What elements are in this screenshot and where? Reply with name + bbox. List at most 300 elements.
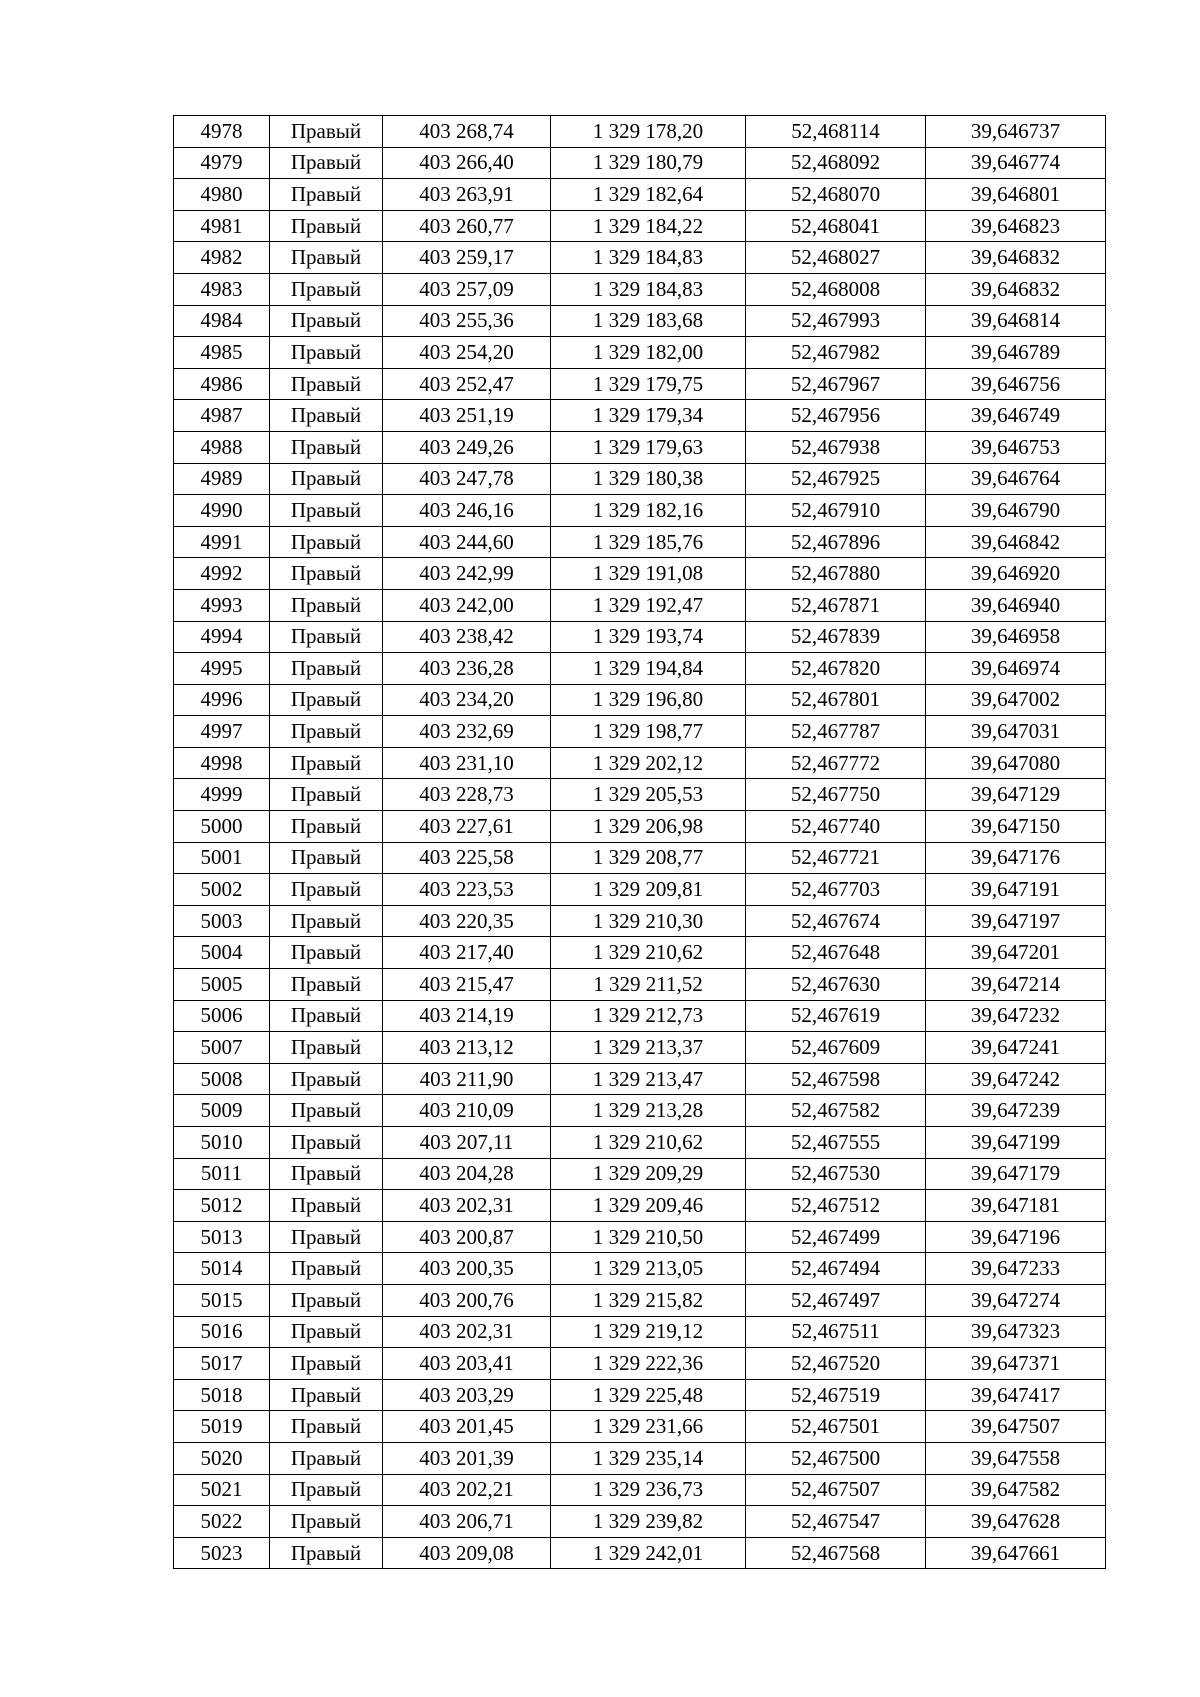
latitude-cell: 52,467982 xyxy=(746,337,926,369)
point-number-cell: 4981 xyxy=(174,210,270,242)
table-row xyxy=(174,1474,1106,1506)
side-cell: Правый xyxy=(270,242,383,274)
point-number-cell: 5019 xyxy=(174,1411,270,1443)
latitude-cell: 52,467519 xyxy=(746,1379,926,1411)
side-cell: Правый xyxy=(270,1316,383,1348)
table-row xyxy=(174,1095,1106,1127)
side-cell: Правый xyxy=(270,1063,383,1095)
coord-y-cell: 1 329 180,38 xyxy=(551,463,746,495)
table-row xyxy=(174,1442,1106,1474)
table-row xyxy=(174,495,1106,527)
side-cell: Правый xyxy=(270,368,383,400)
side-cell: Правый xyxy=(270,589,383,621)
coord-x-cell: 403 228,73 xyxy=(383,779,551,811)
coord-y-cell: 1 329 193,74 xyxy=(551,621,746,653)
table-row xyxy=(174,589,1106,621)
longitude-cell: 39,647242 xyxy=(926,1063,1106,1095)
longitude-cell: 39,647661 xyxy=(926,1537,1106,1569)
coord-x-cell: 403 247,78 xyxy=(383,463,551,495)
longitude-cell: 39,647201 xyxy=(926,937,1106,969)
longitude-cell: 39,647129 xyxy=(926,779,1106,811)
latitude-cell: 52,467499 xyxy=(746,1221,926,1253)
side-cell: Правый xyxy=(270,653,383,685)
latitude-cell: 52,467547 xyxy=(746,1506,926,1538)
table-row xyxy=(174,747,1106,779)
coord-x-cell: 403 242,99 xyxy=(383,558,551,590)
side-cell: Правый xyxy=(270,179,383,211)
point-number-cell: 4980 xyxy=(174,179,270,211)
table-row xyxy=(174,210,1106,242)
table-row xyxy=(174,273,1106,305)
table-row xyxy=(174,1190,1106,1222)
table-row xyxy=(174,1221,1106,1253)
coord-x-cell: 403 201,39 xyxy=(383,1442,551,1474)
point-number-cell: 5011 xyxy=(174,1158,270,1190)
coord-x-cell: 403 225,58 xyxy=(383,842,551,874)
point-number-cell: 5021 xyxy=(174,1474,270,1506)
coord-y-cell: 1 329 194,84 xyxy=(551,653,746,685)
longitude-cell: 39,647214 xyxy=(926,969,1106,1001)
side-cell: Правый xyxy=(270,905,383,937)
latitude-cell: 52,468114 xyxy=(746,116,926,148)
side-cell: Правый xyxy=(270,779,383,811)
table-row xyxy=(174,1063,1106,1095)
coord-y-cell: 1 329 209,29 xyxy=(551,1158,746,1190)
longitude-cell: 39,646756 xyxy=(926,368,1106,400)
latitude-cell: 52,467740 xyxy=(746,811,926,843)
longitude-cell: 39,647232 xyxy=(926,1000,1106,1032)
side-cell: Правый xyxy=(270,937,383,969)
longitude-cell: 39,646958 xyxy=(926,621,1106,653)
longitude-cell: 39,646940 xyxy=(926,589,1106,621)
point-number-cell: 5022 xyxy=(174,1506,270,1538)
coord-y-cell: 1 329 192,47 xyxy=(551,589,746,621)
side-cell: Правый xyxy=(270,147,383,179)
latitude-cell: 52,467582 xyxy=(746,1095,926,1127)
latitude-cell: 52,467820 xyxy=(746,653,926,685)
longitude-cell: 39,647197 xyxy=(926,905,1106,937)
longitude-cell: 39,646920 xyxy=(926,558,1106,590)
longitude-cell: 39,647558 xyxy=(926,1442,1106,1474)
side-cell: Правый xyxy=(270,1127,383,1159)
longitude-cell: 39,647031 xyxy=(926,716,1106,748)
coord-y-cell: 1 329 235,14 xyxy=(551,1442,746,1474)
longitude-cell: 39,646790 xyxy=(926,495,1106,527)
coord-y-cell: 1 329 210,50 xyxy=(551,1221,746,1253)
point-number-cell: 5005 xyxy=(174,969,270,1001)
coord-x-cell: 403 215,47 xyxy=(383,969,551,1001)
longitude-cell: 39,646823 xyxy=(926,210,1106,242)
coord-y-cell: 1 329 184,83 xyxy=(551,273,746,305)
point-number-cell: 4984 xyxy=(174,305,270,337)
table-row xyxy=(174,242,1106,274)
table-row xyxy=(174,116,1106,148)
latitude-cell: 52,467750 xyxy=(746,779,926,811)
longitude-cell: 39,647002 xyxy=(926,684,1106,716)
longitude-cell: 39,646764 xyxy=(926,463,1106,495)
coord-x-cell: 403 252,47 xyxy=(383,368,551,400)
side-cell: Правый xyxy=(270,1095,383,1127)
coord-y-cell: 1 329 180,79 xyxy=(551,147,746,179)
coordinates-table xyxy=(173,115,1106,1569)
coord-x-cell: 403 268,74 xyxy=(383,116,551,148)
table-row xyxy=(174,1127,1106,1159)
latitude-cell: 52,467619 xyxy=(746,1000,926,1032)
side-cell: Правый xyxy=(270,1032,383,1064)
coord-y-cell: 1 329 210,62 xyxy=(551,1127,746,1159)
side-cell: Правый xyxy=(270,305,383,337)
table-row xyxy=(174,1158,1106,1190)
table-row xyxy=(174,779,1106,811)
table-row xyxy=(174,653,1106,685)
longitude-cell: 39,646832 xyxy=(926,273,1106,305)
coord-x-cell: 403 238,42 xyxy=(383,621,551,653)
side-cell: Правый xyxy=(270,969,383,1001)
table-row xyxy=(174,400,1106,432)
coord-x-cell: 403 246,16 xyxy=(383,495,551,527)
coord-y-cell: 1 329 242,01 xyxy=(551,1537,746,1569)
longitude-cell: 39,646974 xyxy=(926,653,1106,685)
coord-x-cell: 403 213,12 xyxy=(383,1032,551,1064)
side-cell: Правый xyxy=(270,1221,383,1253)
latitude-cell: 52,467598 xyxy=(746,1063,926,1095)
coord-y-cell: 1 329 182,64 xyxy=(551,179,746,211)
point-number-cell: 4982 xyxy=(174,242,270,274)
coord-x-cell: 403 211,90 xyxy=(383,1063,551,1095)
point-number-cell: 5012 xyxy=(174,1190,270,1222)
point-number-cell: 5018 xyxy=(174,1379,270,1411)
coord-y-cell: 1 329 211,52 xyxy=(551,969,746,1001)
side-cell: Правый xyxy=(270,684,383,716)
side-cell: Правый xyxy=(270,1506,383,1538)
latitude-cell: 52,467703 xyxy=(746,874,926,906)
table-row xyxy=(174,431,1106,463)
coord-x-cell: 403 255,36 xyxy=(383,305,551,337)
coord-y-cell: 1 329 213,05 xyxy=(551,1253,746,1285)
latitude-cell: 52,467839 xyxy=(746,621,926,653)
table-row xyxy=(174,1253,1106,1285)
longitude-cell: 39,647191 xyxy=(926,874,1106,906)
latitude-cell: 52,467880 xyxy=(746,558,926,590)
coord-y-cell: 1 329 184,22 xyxy=(551,210,746,242)
coord-y-cell: 1 329 213,37 xyxy=(551,1032,746,1064)
coord-y-cell: 1 329 191,08 xyxy=(551,558,746,590)
latitude-cell: 52,467871 xyxy=(746,589,926,621)
latitude-cell: 52,467956 xyxy=(746,400,926,432)
latitude-cell: 52,467801 xyxy=(746,684,926,716)
side-cell: Правый xyxy=(270,1348,383,1380)
latitude-cell: 52,467630 xyxy=(746,969,926,1001)
latitude-cell: 52,467501 xyxy=(746,1411,926,1443)
coord-y-cell: 1 329 236,73 xyxy=(551,1474,746,1506)
table-row xyxy=(174,337,1106,369)
point-number-cell: 4978 xyxy=(174,116,270,148)
side-cell: Правый xyxy=(270,431,383,463)
coord-x-cell: 403 244,60 xyxy=(383,526,551,558)
table-row xyxy=(174,305,1106,337)
coord-y-cell: 1 329 210,62 xyxy=(551,937,746,969)
coord-x-cell: 403 227,61 xyxy=(383,811,551,843)
coord-y-cell: 1 329 210,30 xyxy=(551,905,746,937)
coord-y-cell: 1 329 182,00 xyxy=(551,337,746,369)
table-row xyxy=(174,526,1106,558)
longitude-cell: 39,646789 xyxy=(926,337,1106,369)
side-cell: Правый xyxy=(270,337,383,369)
longitude-cell: 39,647582 xyxy=(926,1474,1106,1506)
side-cell: Правый xyxy=(270,526,383,558)
coord-x-cell: 403 254,20 xyxy=(383,337,551,369)
point-number-cell: 5007 xyxy=(174,1032,270,1064)
latitude-cell: 52,467511 xyxy=(746,1316,926,1348)
coord-x-cell: 403 220,35 xyxy=(383,905,551,937)
coord-x-cell: 403 201,45 xyxy=(383,1411,551,1443)
latitude-cell: 52,467967 xyxy=(746,368,926,400)
side-cell: Правый xyxy=(270,463,383,495)
point-number-cell: 5000 xyxy=(174,811,270,843)
table-row xyxy=(174,969,1106,1001)
table-row xyxy=(174,1411,1106,1443)
point-number-cell: 4986 xyxy=(174,368,270,400)
latitude-cell: 52,467609 xyxy=(746,1032,926,1064)
table-row xyxy=(174,147,1106,179)
longitude-cell: 39,646842 xyxy=(926,526,1106,558)
point-number-cell: 5017 xyxy=(174,1348,270,1380)
side-cell: Правый xyxy=(270,273,383,305)
longitude-cell: 39,647417 xyxy=(926,1379,1106,1411)
table-row xyxy=(174,621,1106,653)
point-number-cell: 5006 xyxy=(174,1000,270,1032)
latitude-cell: 52,467938 xyxy=(746,431,926,463)
coord-y-cell: 1 329 208,77 xyxy=(551,842,746,874)
coord-y-cell: 1 329 219,12 xyxy=(551,1316,746,1348)
table-row xyxy=(174,905,1106,937)
longitude-cell: 39,647080 xyxy=(926,747,1106,779)
point-number-cell: 4999 xyxy=(174,779,270,811)
point-number-cell: 4998 xyxy=(174,747,270,779)
coord-y-cell: 1 329 179,63 xyxy=(551,431,746,463)
point-number-cell: 5013 xyxy=(174,1221,270,1253)
table-row xyxy=(174,368,1106,400)
longitude-cell: 39,646832 xyxy=(926,242,1106,274)
point-number-cell: 5003 xyxy=(174,905,270,937)
coord-y-cell: 1 329 179,75 xyxy=(551,368,746,400)
coord-x-cell: 403 202,31 xyxy=(383,1190,551,1222)
longitude-cell: 39,646801 xyxy=(926,179,1106,211)
latitude-cell: 52,468041 xyxy=(746,210,926,242)
longitude-cell: 39,647239 xyxy=(926,1095,1106,1127)
coord-x-cell: 403 260,77 xyxy=(383,210,551,242)
coord-x-cell: 403 200,87 xyxy=(383,1221,551,1253)
coord-y-cell: 1 329 202,12 xyxy=(551,747,746,779)
latitude-cell: 52,467507 xyxy=(746,1474,926,1506)
point-number-cell: 4997 xyxy=(174,716,270,748)
coord-x-cell: 403 266,40 xyxy=(383,147,551,179)
coord-x-cell: 403 263,91 xyxy=(383,179,551,211)
side-cell: Правый xyxy=(270,1474,383,1506)
latitude-cell: 52,468092 xyxy=(746,147,926,179)
point-number-cell: 5014 xyxy=(174,1253,270,1285)
coord-y-cell: 1 329 184,83 xyxy=(551,242,746,274)
point-number-cell: 4994 xyxy=(174,621,270,653)
point-number-cell: 4990 xyxy=(174,495,270,527)
point-number-cell: 5023 xyxy=(174,1537,270,1569)
table-row xyxy=(174,842,1106,874)
point-number-cell: 4985 xyxy=(174,337,270,369)
longitude-cell: 39,647507 xyxy=(926,1411,1106,1443)
side-cell: Правый xyxy=(270,116,383,148)
side-cell: Правый xyxy=(270,495,383,527)
coord-x-cell: 403 214,19 xyxy=(383,1000,551,1032)
side-cell: Правый xyxy=(270,1158,383,1190)
coord-x-cell: 403 206,71 xyxy=(383,1506,551,1538)
coord-x-cell: 403 234,20 xyxy=(383,684,551,716)
table-row xyxy=(174,1348,1106,1380)
table-row xyxy=(174,874,1106,906)
latitude-cell: 52,467512 xyxy=(746,1190,926,1222)
longitude-cell: 39,647241 xyxy=(926,1032,1106,1064)
side-cell: Правый xyxy=(270,716,383,748)
latitude-cell: 52,467497 xyxy=(746,1284,926,1316)
longitude-cell: 39,647179 xyxy=(926,1158,1106,1190)
table-row xyxy=(174,463,1106,495)
longitude-cell: 39,646774 xyxy=(926,147,1106,179)
latitude-cell: 52,467520 xyxy=(746,1348,926,1380)
side-cell: Правый xyxy=(270,1190,383,1222)
longitude-cell: 39,647199 xyxy=(926,1127,1106,1159)
coord-y-cell: 1 329 239,82 xyxy=(551,1506,746,1538)
coord-x-cell: 403 217,40 xyxy=(383,937,551,969)
coord-x-cell: 403 200,35 xyxy=(383,1253,551,1285)
latitude-cell: 52,468070 xyxy=(746,179,926,211)
coord-y-cell: 1 329 196,80 xyxy=(551,684,746,716)
point-number-cell: 4995 xyxy=(174,653,270,685)
point-number-cell: 5009 xyxy=(174,1095,270,1127)
latitude-cell: 52,467494 xyxy=(746,1253,926,1285)
coord-x-cell: 403 203,29 xyxy=(383,1379,551,1411)
longitude-cell: 39,647371 xyxy=(926,1348,1106,1380)
table-row xyxy=(174,1537,1106,1569)
latitude-cell: 52,467772 xyxy=(746,747,926,779)
coord-y-cell: 1 329 213,28 xyxy=(551,1095,746,1127)
latitude-cell: 52,467500 xyxy=(746,1442,926,1474)
coord-y-cell: 1 329 215,82 xyxy=(551,1284,746,1316)
coord-y-cell: 1 329 212,73 xyxy=(551,1000,746,1032)
point-number-cell: 4979 xyxy=(174,147,270,179)
coord-x-cell: 403 257,09 xyxy=(383,273,551,305)
coord-x-cell: 403 231,10 xyxy=(383,747,551,779)
table-row xyxy=(174,1506,1106,1538)
coord-x-cell: 403 200,76 xyxy=(383,1284,551,1316)
coord-x-cell: 403 251,19 xyxy=(383,400,551,432)
point-number-cell: 4983 xyxy=(174,273,270,305)
coord-y-cell: 1 329 185,76 xyxy=(551,526,746,558)
table-row xyxy=(174,1379,1106,1411)
side-cell: Правый xyxy=(270,1442,383,1474)
coord-y-cell: 1 329 205,53 xyxy=(551,779,746,811)
coord-x-cell: 403 210,09 xyxy=(383,1095,551,1127)
coord-y-cell: 1 329 209,46 xyxy=(551,1190,746,1222)
latitude-cell: 52,467787 xyxy=(746,716,926,748)
point-number-cell: 4988 xyxy=(174,431,270,463)
coord-y-cell: 1 329 225,48 xyxy=(551,1379,746,1411)
side-cell: Правый xyxy=(270,621,383,653)
side-cell: Правый xyxy=(270,1284,383,1316)
point-number-cell: 5001 xyxy=(174,842,270,874)
coord-y-cell: 1 329 178,20 xyxy=(551,116,746,148)
side-cell: Правый xyxy=(270,1000,383,1032)
coord-y-cell: 1 329 179,34 xyxy=(551,400,746,432)
point-number-cell: 5020 xyxy=(174,1442,270,1474)
point-number-cell: 4987 xyxy=(174,400,270,432)
table-row xyxy=(174,937,1106,969)
point-number-cell: 4992 xyxy=(174,558,270,590)
coord-x-cell: 403 232,69 xyxy=(383,716,551,748)
latitude-cell: 52,467568 xyxy=(746,1537,926,1569)
latitude-cell: 52,467555 xyxy=(746,1127,926,1159)
longitude-cell: 39,646749 xyxy=(926,400,1106,432)
coord-x-cell: 403 236,28 xyxy=(383,653,551,685)
latitude-cell: 52,467896 xyxy=(746,526,926,558)
table-row xyxy=(174,1284,1106,1316)
point-number-cell: 4989 xyxy=(174,463,270,495)
coord-x-cell: 403 242,00 xyxy=(383,589,551,621)
coord-y-cell: 1 329 183,68 xyxy=(551,305,746,337)
point-number-cell: 5016 xyxy=(174,1316,270,1348)
table-row xyxy=(174,1316,1106,1348)
point-number-cell: 4993 xyxy=(174,589,270,621)
longitude-cell: 39,647233 xyxy=(926,1253,1106,1285)
coord-x-cell: 403 209,08 xyxy=(383,1537,551,1569)
side-cell: Правый xyxy=(270,811,383,843)
point-number-cell: 5015 xyxy=(174,1284,270,1316)
latitude-cell: 52,468027 xyxy=(746,242,926,274)
latitude-cell: 52,467925 xyxy=(746,463,926,495)
latitude-cell: 52,467530 xyxy=(746,1158,926,1190)
coord-x-cell: 403 223,53 xyxy=(383,874,551,906)
latitude-cell: 52,467721 xyxy=(746,842,926,874)
side-cell: Правый xyxy=(270,210,383,242)
side-cell: Правый xyxy=(270,400,383,432)
point-number-cell: 5004 xyxy=(174,937,270,969)
table-row xyxy=(174,1000,1106,1032)
latitude-cell: 52,467910 xyxy=(746,495,926,527)
coord-x-cell: 403 202,21 xyxy=(383,1474,551,1506)
coord-y-cell: 1 329 231,66 xyxy=(551,1411,746,1443)
side-cell: Правый xyxy=(270,842,383,874)
table-row xyxy=(174,558,1106,590)
coord-x-cell: 403 202,31 xyxy=(383,1316,551,1348)
longitude-cell: 39,646753 xyxy=(926,431,1106,463)
coord-y-cell: 1 329 222,36 xyxy=(551,1348,746,1380)
point-number-cell: 4996 xyxy=(174,684,270,716)
longitude-cell: 39,646814 xyxy=(926,305,1106,337)
point-number-cell: 5002 xyxy=(174,874,270,906)
table-row xyxy=(174,811,1106,843)
latitude-cell: 52,467648 xyxy=(746,937,926,969)
latitude-cell: 52,467674 xyxy=(746,905,926,937)
longitude-cell: 39,647323 xyxy=(926,1316,1106,1348)
longitude-cell: 39,647176 xyxy=(926,842,1106,874)
point-number-cell: 5008 xyxy=(174,1063,270,1095)
coordinates-table-body xyxy=(174,116,1106,1569)
side-cell: Правый xyxy=(270,1537,383,1569)
side-cell: Правый xyxy=(270,558,383,590)
side-cell: Правый xyxy=(270,747,383,779)
point-number-cell: 4991 xyxy=(174,526,270,558)
table-row xyxy=(174,684,1106,716)
side-cell: Правый xyxy=(270,874,383,906)
coord-y-cell: 1 329 198,77 xyxy=(551,716,746,748)
